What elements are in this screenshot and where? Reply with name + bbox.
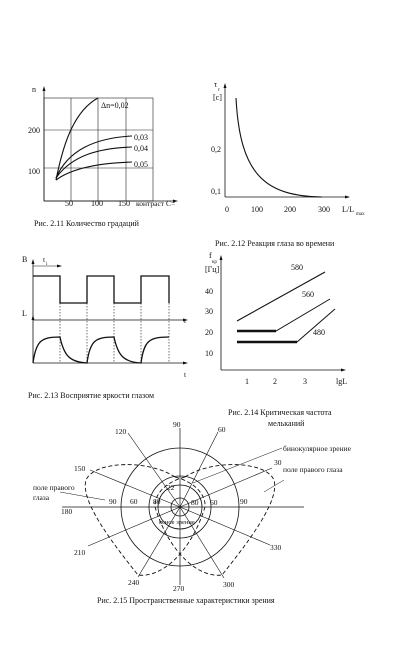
x-tick-50: 50 xyxy=(65,199,73,208)
line-560 xyxy=(237,299,330,331)
y-label-f: f xyxy=(209,251,212,260)
curve-003 xyxy=(56,136,132,178)
inner-90-right: 90 xyxy=(240,497,248,506)
x-tick-200: 200 xyxy=(284,205,296,214)
label-ti-sub: i xyxy=(46,262,48,267)
label-left-field-2: глаза xyxy=(33,493,50,502)
y-label-sub: г xyxy=(218,88,221,93)
angle-180: 180 xyxy=(61,507,73,516)
y-tick-100: 100 xyxy=(28,167,40,176)
caption-2-12: Рис. 2.12 Реакция глаза во времени xyxy=(215,239,335,248)
angle-90: 90 xyxy=(173,420,181,429)
inner-90-left: 90 xyxy=(109,497,117,506)
caption-2-14-line2: мельканий xyxy=(268,419,305,428)
angle-120: 120 xyxy=(115,427,127,436)
inner-60-right: 60 xyxy=(210,498,218,507)
angle-330: 330 xyxy=(270,543,282,552)
label-clear-vision: ясное зрение xyxy=(159,519,195,526)
label-right-field: поле правого глаза xyxy=(283,465,343,474)
y-label-unit: [c] xyxy=(213,93,222,102)
y-label-tau: τ xyxy=(214,80,218,89)
angle-240: 240 xyxy=(128,578,140,587)
reaction-curve xyxy=(236,98,322,197)
x-label: контраст С= xyxy=(136,199,176,208)
figure-2-11 xyxy=(28,85,178,228)
x-tick-300: 300 xyxy=(318,205,330,214)
angle-300: 300 xyxy=(223,580,235,589)
angle-30: 30 xyxy=(274,458,282,467)
x-tick-100: 100 xyxy=(91,199,103,208)
x-tick-1: 1 xyxy=(245,377,249,386)
angle-210: 210 xyxy=(74,548,86,557)
x-label: lgL xyxy=(336,377,348,386)
label-l: L xyxy=(22,309,27,318)
caption-2-11: Рис. 2.11 Количество градаций xyxy=(34,219,139,228)
figure-2-13 xyxy=(22,255,188,400)
x-tick-2: 2 xyxy=(273,377,277,386)
x-tick-3: 3 xyxy=(303,377,307,386)
inner-22: 22 xyxy=(167,483,175,492)
inner-60-left: 60 xyxy=(130,497,138,506)
curve-label-003: 0,03 xyxy=(134,133,148,142)
y-label: n xyxy=(32,85,36,94)
y-tick-30: 30 xyxy=(205,307,213,316)
y-tick-10: 10 xyxy=(205,349,213,358)
x-tick-100: 100 xyxy=(251,205,263,214)
caption-2-15: Рис. 2.15 Пространственные характеристики зрения xyxy=(97,596,275,605)
y-tick-01: 0,1 xyxy=(211,187,221,196)
curve-label-005: 0,05 xyxy=(134,160,148,169)
angle-150: 150 xyxy=(74,464,86,473)
angle-270: 270 xyxy=(173,584,185,593)
inner-80-right: 80 xyxy=(191,498,199,507)
y-tick-200: 200 xyxy=(28,126,40,135)
line-label-580: 580 xyxy=(291,263,303,272)
label-binocular: бинокулярное зрение xyxy=(283,444,351,453)
x-label-sub: max xyxy=(356,212,365,217)
angle-60: 60 xyxy=(218,425,226,434)
square-wave xyxy=(33,276,169,303)
inner-80-left: 80 xyxy=(153,497,161,506)
figure-2-12 xyxy=(211,80,365,248)
x-tick-150: 150 xyxy=(118,199,130,208)
curve-005 xyxy=(56,162,132,180)
y-tick-40: 40 xyxy=(205,287,213,296)
x-tick-0: 0 xyxy=(225,205,229,214)
caption-2-13: Рис. 2.13 Восприятие яркости глазом xyxy=(28,391,155,400)
label-t-bottom: t xyxy=(184,370,187,379)
line-label-480: 480 xyxy=(313,328,325,337)
label-ti: t xyxy=(43,255,46,264)
y-tick-02: 0,2 xyxy=(211,145,221,154)
label-t-top: t xyxy=(184,316,187,325)
response-curve xyxy=(33,337,169,363)
x-label: L/L xyxy=(342,205,354,214)
y-label-sub: кр xyxy=(212,260,217,265)
line-label-560: 560 xyxy=(302,290,314,299)
label-b: B xyxy=(22,255,28,264)
figure-2-14 xyxy=(205,251,347,428)
y-tick-20: 20 xyxy=(205,328,213,337)
curve-label-004: 0,04 xyxy=(134,144,148,153)
figure-2-15 xyxy=(33,420,352,605)
y-label-unit: [Гц] xyxy=(205,265,220,274)
label-left-field-1: поле правого xyxy=(33,483,75,492)
curve-label-002: Δn=0,02 xyxy=(101,101,129,110)
caption-2-14-line1: Рис. 2.14 Критическая частота xyxy=(228,408,332,417)
